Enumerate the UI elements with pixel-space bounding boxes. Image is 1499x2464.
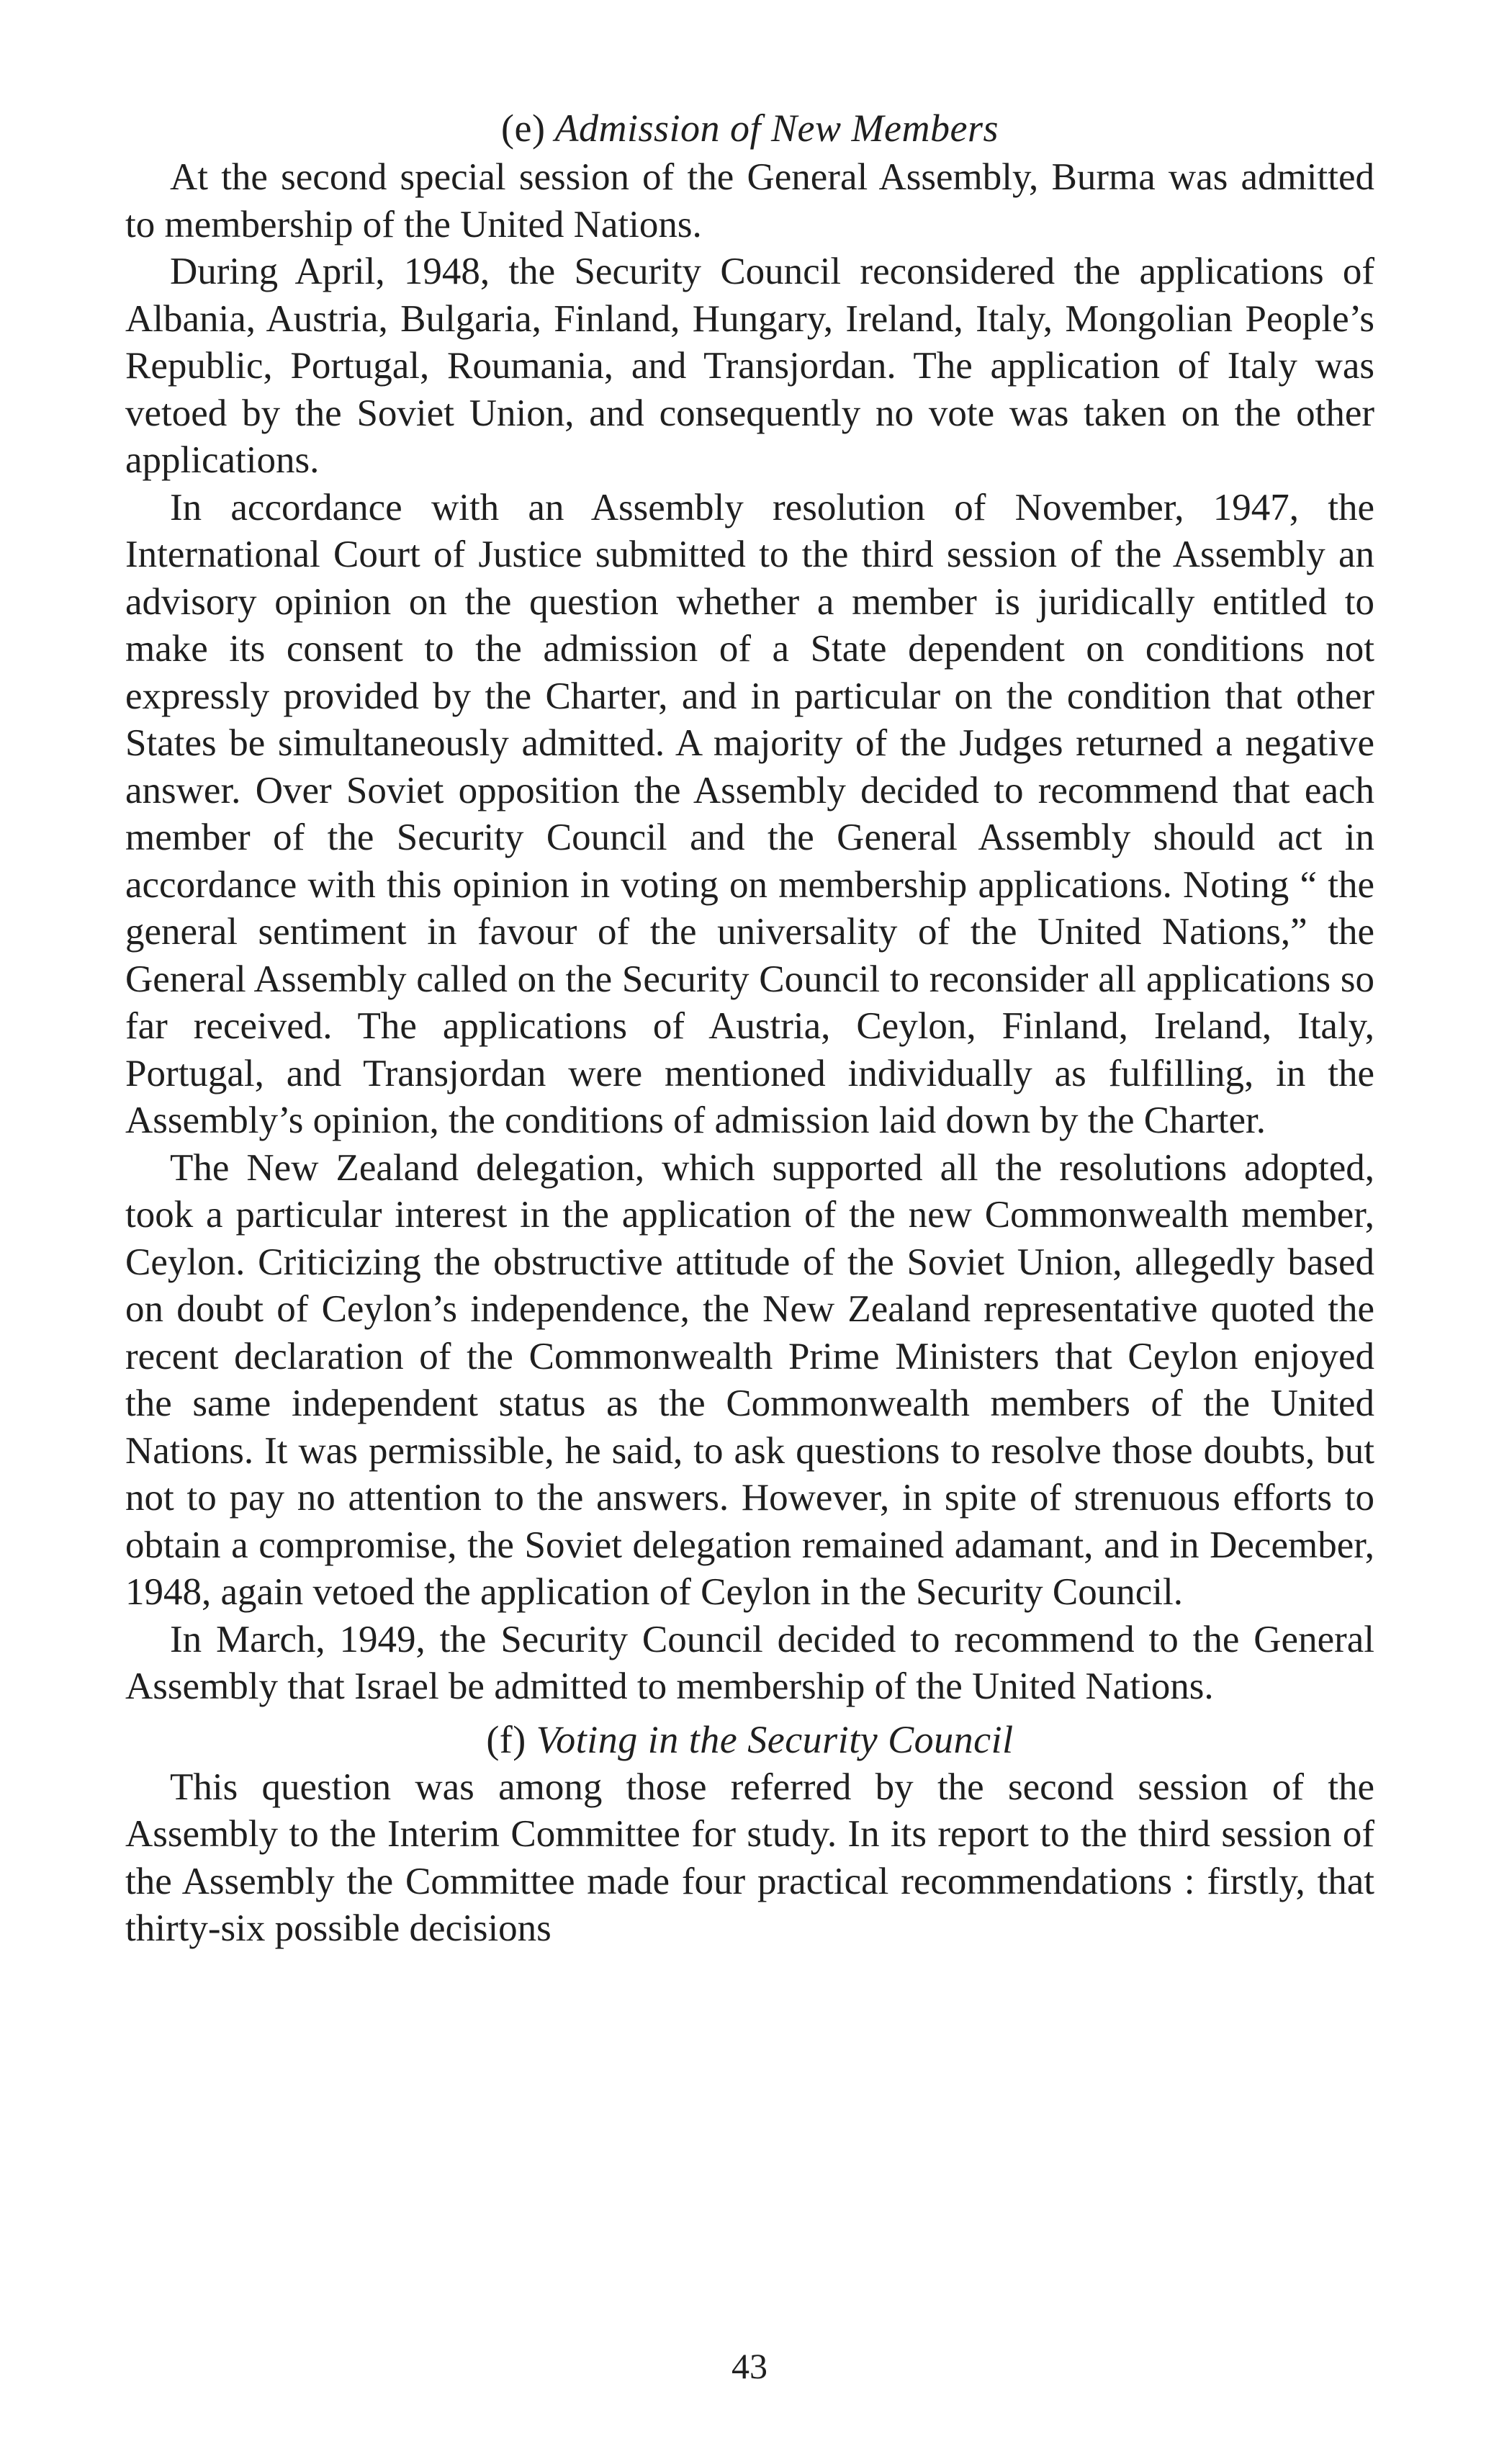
paragraph: This question was among those referred by the second session of the Assembly to the Interim Committee for study. In its report to the third session of the Assembly the Committee made four practical recommendations : firstly, that thirty-six possible decisions bbox=[125, 1766, 1374, 1949]
section-title: Admission of New Members bbox=[554, 107, 999, 150]
page-number: 43 bbox=[732, 2346, 767, 2386]
paragraph: At the second special session of the General Assembly, Burma was admitted to membership of the United Nations. bbox=[125, 156, 1374, 246]
section-title: Voting in the Security Council bbox=[536, 1717, 1014, 1761]
section-letter: (e) bbox=[501, 107, 546, 150]
paragraph: In March, 1949, the Security Council decided to recommend to the General Assembly that Israel be admitted to membership of the United Nations. bbox=[125, 1618, 1374, 1707]
paragraph: In accordance with an Assembly resolution of November, 1947, the International Court of Justice submitted to the third session of the Assembly an advisory opinion on the question whether a member is juridically entitled to make its consent to the admission of a State dependent on conditions not expressly provided by the Charter, and in particular on the condition that other States be simultaneously admitted. A majority of the Judges returned a negative answer. Over Soviet opposition the Assembly decided to recommend that each member of the Security Council and the General Assembly should act in accordance with this opinion in voting on membership applications. Noting “ the general sentiment in favour of the universality of the United Nations,” the General Assembly called on the Security Council to reconsider all applications so far received. The applications of Austria, Ceylon, Finland, Ireland, Italy, Portugal, and Transjordan were mentioned individually as fulfilling, in the Assembly’s opinion, the conditions of admission laid down by the Charter. bbox=[125, 486, 1374, 1141]
page-body bbox=[125, 107, 1374, 1953]
section-heading-voting bbox=[125, 1718, 1374, 1761]
paragraph: During April, 1948, the Security Council reconsidered the applications of Albania, Austria, Bulgaria, Finland, Hungary, Ireland, Italy, Mongolian People’s Republic, Portugal, Roumania, and Transjordan. The application of Italy was vetoed by the Soviet Union, and consequently no vote was taken on the other applications. bbox=[125, 251, 1374, 481]
section-heading-admission bbox=[125, 107, 1374, 150]
paragraph: The New Zealand delegation, which supported all the resolutions adopted, took a particular interest in the application of the new Commonwealth member, Ceylon. Criticizing the obstructive attitude of the Soviet Union, allegedly based on doubt of Ceylon’s independence, the New Zealand representative quoted the recent declaration of the Commonwealth Prime Ministers that Ceylon enjoyed the same independent status as the Commonwealth members of the United Nations. It was permissible, he said, to ask questions to resolve those doubts, but not to pay no attention to the answers. However, in spite of strenuous efforts to obtain a compromise, the Soviet delegation remained adamant, and in December, 1948, again vetoed the application of Ceylon in the Security Council. bbox=[125, 1146, 1374, 1613]
section-letter: (f) bbox=[486, 1717, 526, 1761]
